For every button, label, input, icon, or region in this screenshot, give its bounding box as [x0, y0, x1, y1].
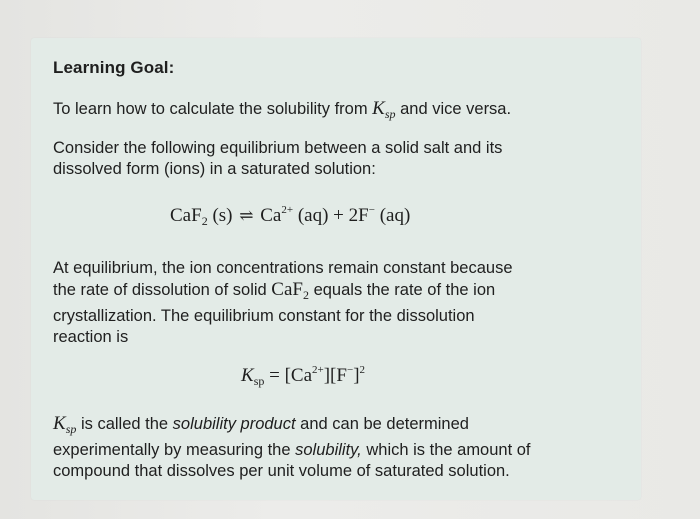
goal-suffix: and vice versa.: [395, 100, 512, 118]
solubility-term: solubility,: [295, 441, 362, 459]
caf2-formula: CaF$_2$: [271, 279, 309, 302]
ksp-expression: $K_{sp} = [Ca^{2+}][F^-]^2$: [241, 364, 366, 388]
equilibrium-line-4: reaction is: [53, 328, 129, 346]
equilibrium-line-1: At equilibrium, the ion concentrations remain constant because: [53, 259, 513, 277]
goal-prefix: To learn how to calculate the solubility from: [53, 100, 373, 118]
intro-line-1: Consider the following equilibrium between a solid salt and its: [53, 139, 503, 157]
definition-line-3: compound that dissolves per unit volume of saturated solution.: [53, 462, 510, 480]
intro-paragraph: [53, 138, 633, 180]
ksp-symbol: $K_{sp}$: [53, 413, 77, 436]
equilibrium-paragraph: [53, 258, 633, 348]
learning-goal-heading: Learning Goal:: [53, 58, 175, 77]
intro-line-2: dissolved form (ions) in a saturated solution:: [53, 160, 376, 178]
definition-line-2: experimentally by measuring the solubility, which is the amount of: [53, 441, 531, 459]
dissolution-equation: CaF$_2$ (s) ⇌ $Ca^{2+}$ (aq) + 2F− (aq): [170, 204, 411, 228]
definition-paragraph: [53, 413, 633, 482]
solubility-product-term: solubility product: [172, 415, 296, 433]
equilibrium-line-3: crystallization. The equilibrium constant for the dissolution: [53, 307, 475, 325]
goal-paragraph: [53, 98, 633, 125]
definition-line-1: $K_{sp}$ is called the solubility product and can be determined: [53, 413, 469, 436]
equilibrium-arrow: ⇌: [239, 206, 254, 225]
equilibrium-line-2: the rate of dissolution of solid CaF$_2$ equals the rate of the ion: [53, 279, 496, 302]
ksp-symbol: $K_{sp}$: [372, 98, 396, 121]
